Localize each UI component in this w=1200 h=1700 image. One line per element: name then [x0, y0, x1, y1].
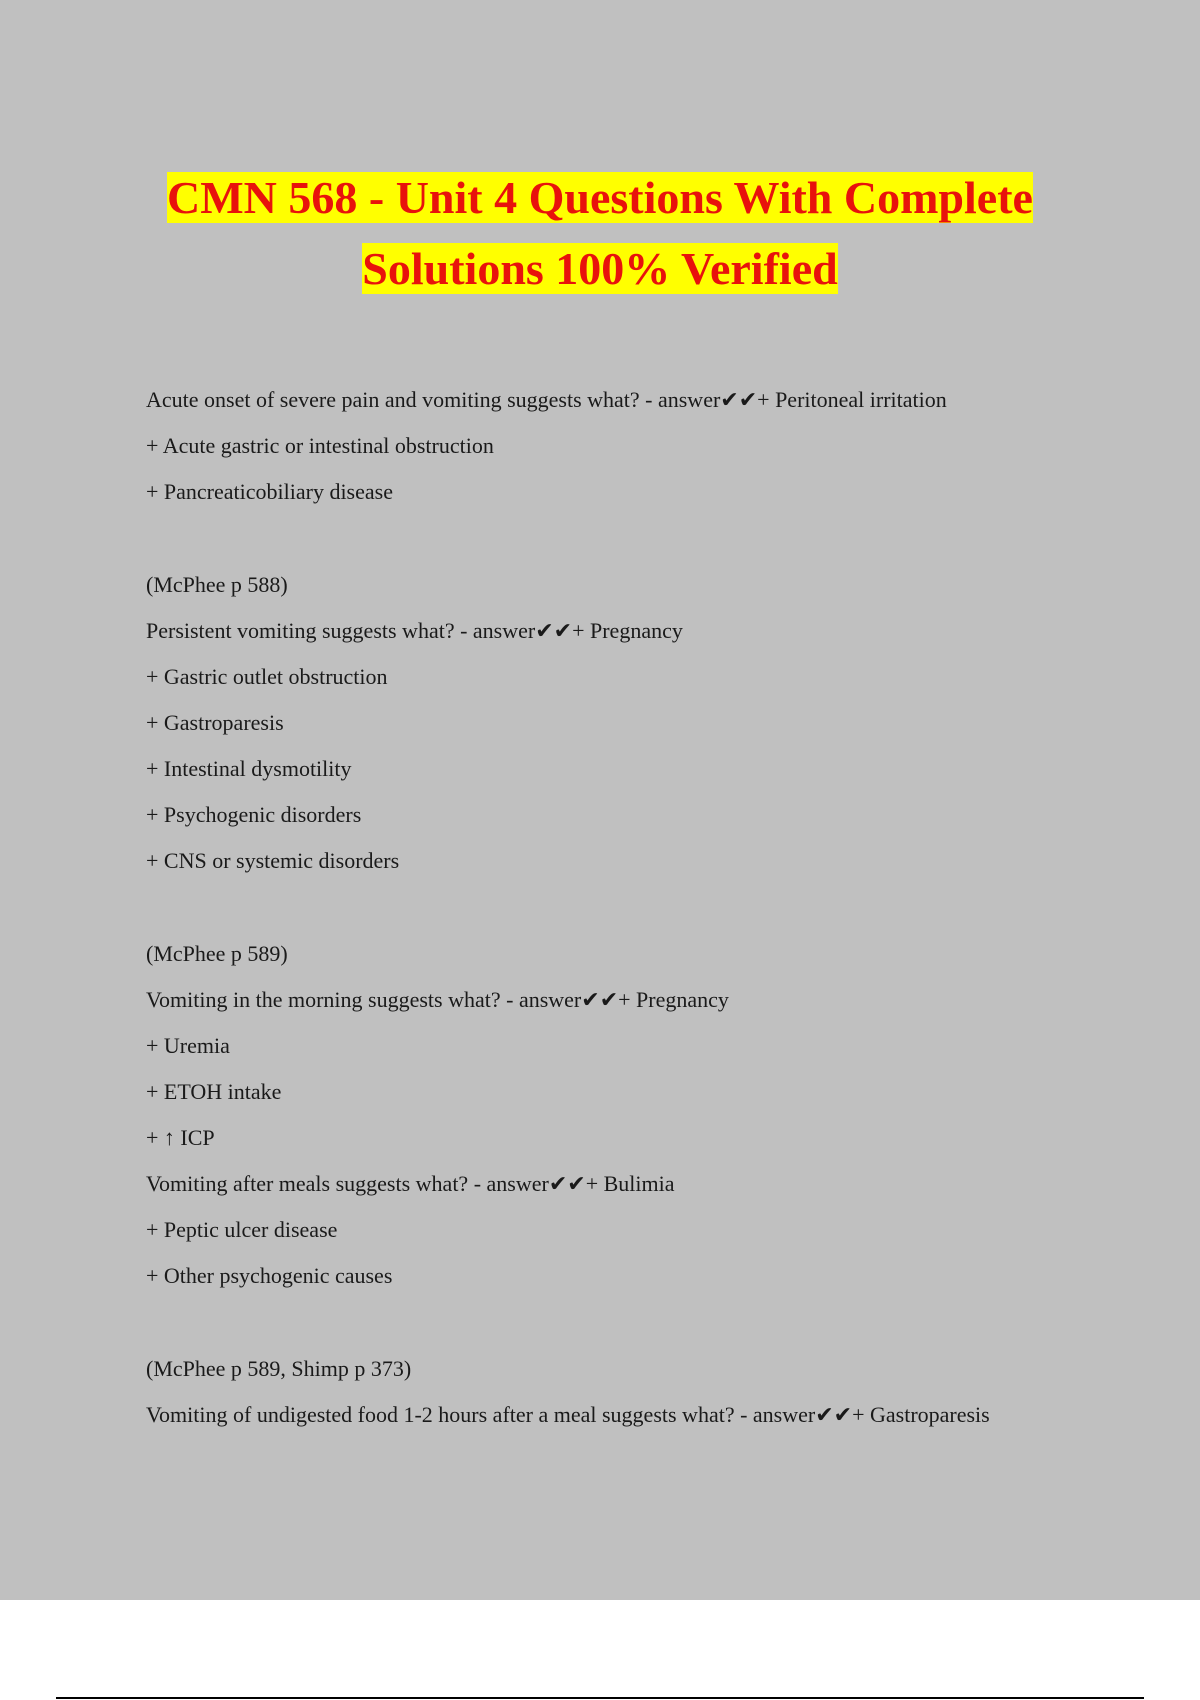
document-body	[146, 382, 1146, 1443]
text-line: + Uremia	[146, 1033, 230, 1058]
citation-line: (McPhee p 589)	[146, 941, 288, 966]
footer-divider	[56, 1697, 1144, 1699]
blank-line	[146, 889, 1146, 936]
blank-line	[146, 1304, 1146, 1351]
page-title	[0, 168, 1200, 310]
title-line-1: CMN 568 - Unit 4 Questions With Complete	[167, 172, 1033, 223]
text-line: + Gastric outlet obstruction	[146, 664, 388, 689]
text-line: Vomiting after meals suggests what? - answer✔✔+ Bulimia	[146, 1171, 675, 1196]
text-line: + Gastroparesis	[146, 710, 284, 735]
text-line: + Pancreaticobiliary disease	[146, 479, 393, 504]
text-line: Persistent vomiting suggests what? - answer✔✔+ Pregnancy	[146, 618, 683, 643]
text-line: Vomiting of undigested food 1-2 hours after a meal suggests what? - answer✔✔+ Gastroparesis	[146, 1402, 990, 1427]
blank-line	[146, 520, 1146, 567]
text-line: + ↑ ICP	[146, 1125, 215, 1150]
text-line: Vomiting in the morning suggests what? - answer✔✔+ Pregnancy	[146, 987, 729, 1012]
text-line: + CNS or systemic disorders	[146, 848, 400, 873]
citation-line: (McPhee p 588)	[146, 572, 288, 597]
text-line: + ETOH intake	[146, 1079, 282, 1104]
title-line-2: Solutions 100% Verified	[362, 243, 838, 294]
text-line: + Peptic ulcer disease	[146, 1217, 338, 1242]
text-line: + Intestinal dysmotility	[146, 756, 352, 781]
text-line: + Other psychogenic causes	[146, 1263, 393, 1288]
citation-line: (McPhee p 589, Shimp p 373)	[146, 1356, 412, 1381]
text-line: + Psychogenic disorders	[146, 802, 362, 827]
text-line: Acute onset of severe pain and vomiting suggests what? - answer✔✔+ Peritoneal irritation	[146, 387, 947, 412]
text-line: + Acute gastric or intestinal obstruction	[146, 433, 494, 458]
